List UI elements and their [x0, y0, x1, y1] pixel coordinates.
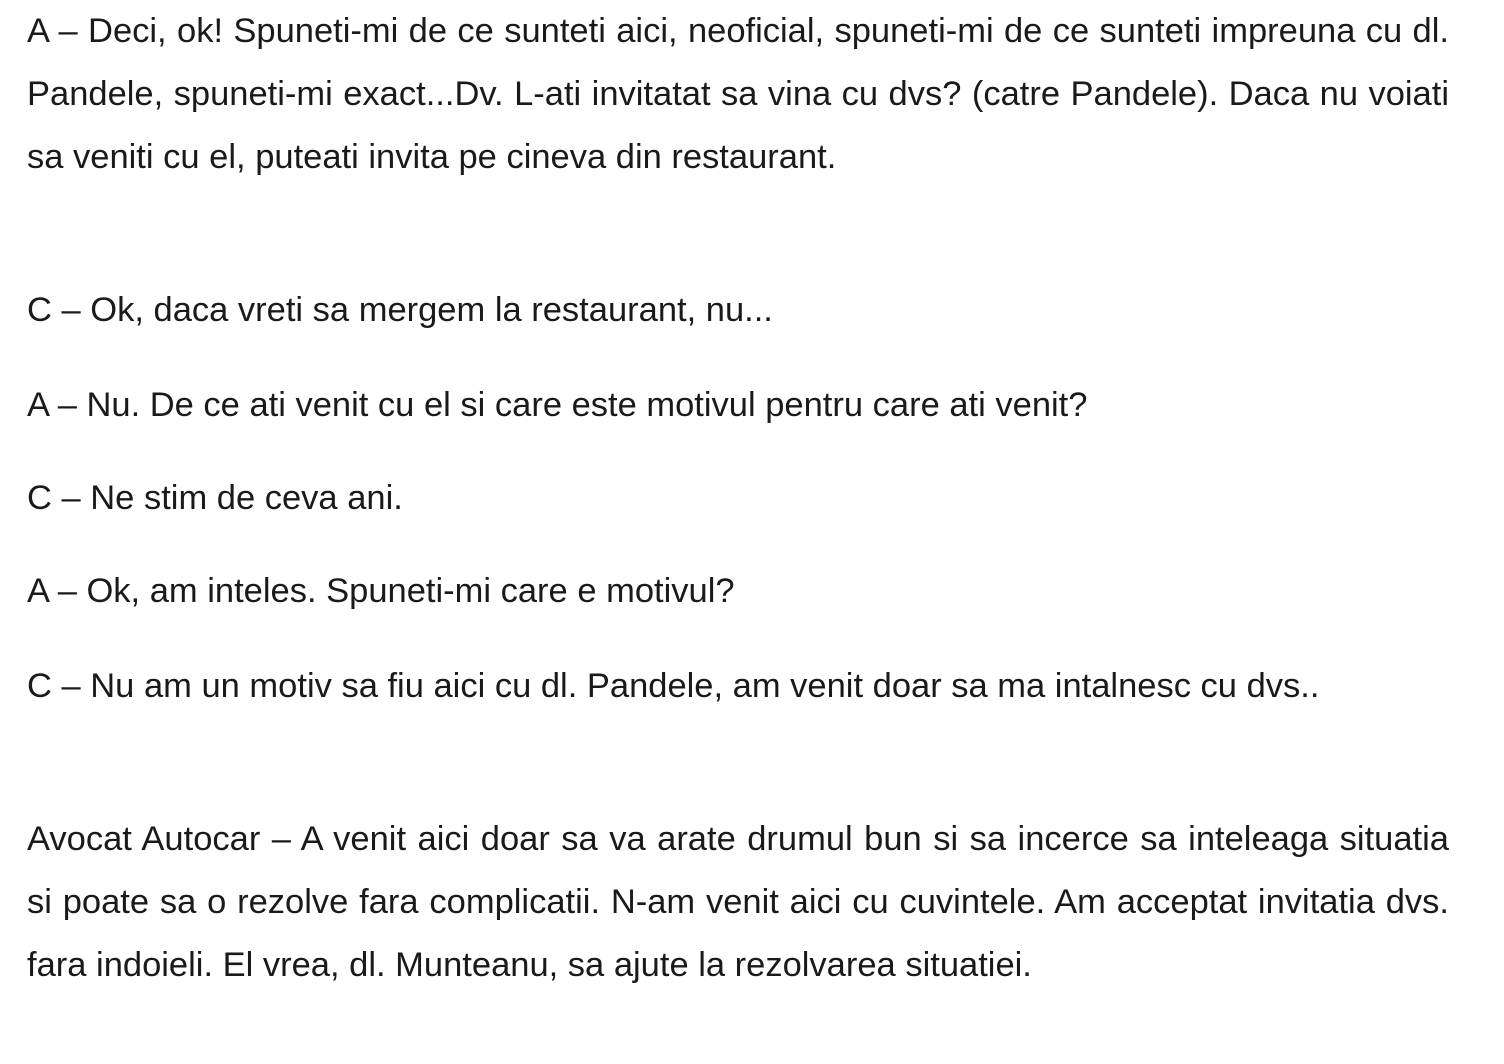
transcript-paragraph-3: A – Nu. De ce ati venit cu el si care este motivul pentru care ati venit? [27, 386, 1088, 424]
transcript-paragraph-4: C – Ne stim de ceva ani. [27, 479, 403, 517]
transcript-paragraph-1: A – Deci, ok! Spuneti-mi de ce sunteti aici, neoficial, spuneti-mi de ce sunteti impreuna cu dl. Pandele, spuneti-mi exact...Dv. L-ati invitatat sa vina cu dvs? (catre Pandele). Daca nu voiati sa veniti cu el, puteati invita pe cineva din restaurant. [27, 12, 1449, 176]
transcript-paragraph-5: A – Ok, am inteles. Spuneti-mi care e motivul? [27, 572, 735, 610]
transcript-paragraph-6: C – Nu am un motiv sa fiu aici cu dl. Pandele, am venit doar sa ma intalnesc cu dvs.. [27, 667, 1320, 705]
transcript-paragraph-7: Avocat Autocar – A venit aici doar sa va arate drumul bun si sa incerce sa inteleaga situatia si poate sa o rezolve fara complicatii. N-am venit aici cu cuvintele. Am acceptat invitatia dvs. fara indoieli. El vrea, dl. Munteanu, sa ajute la rezolvarea situatiei. [27, 820, 1449, 984]
transcript-paragraph-2: C – Ok, daca vreti sa mergem la restaurant, nu... [27, 291, 773, 329]
